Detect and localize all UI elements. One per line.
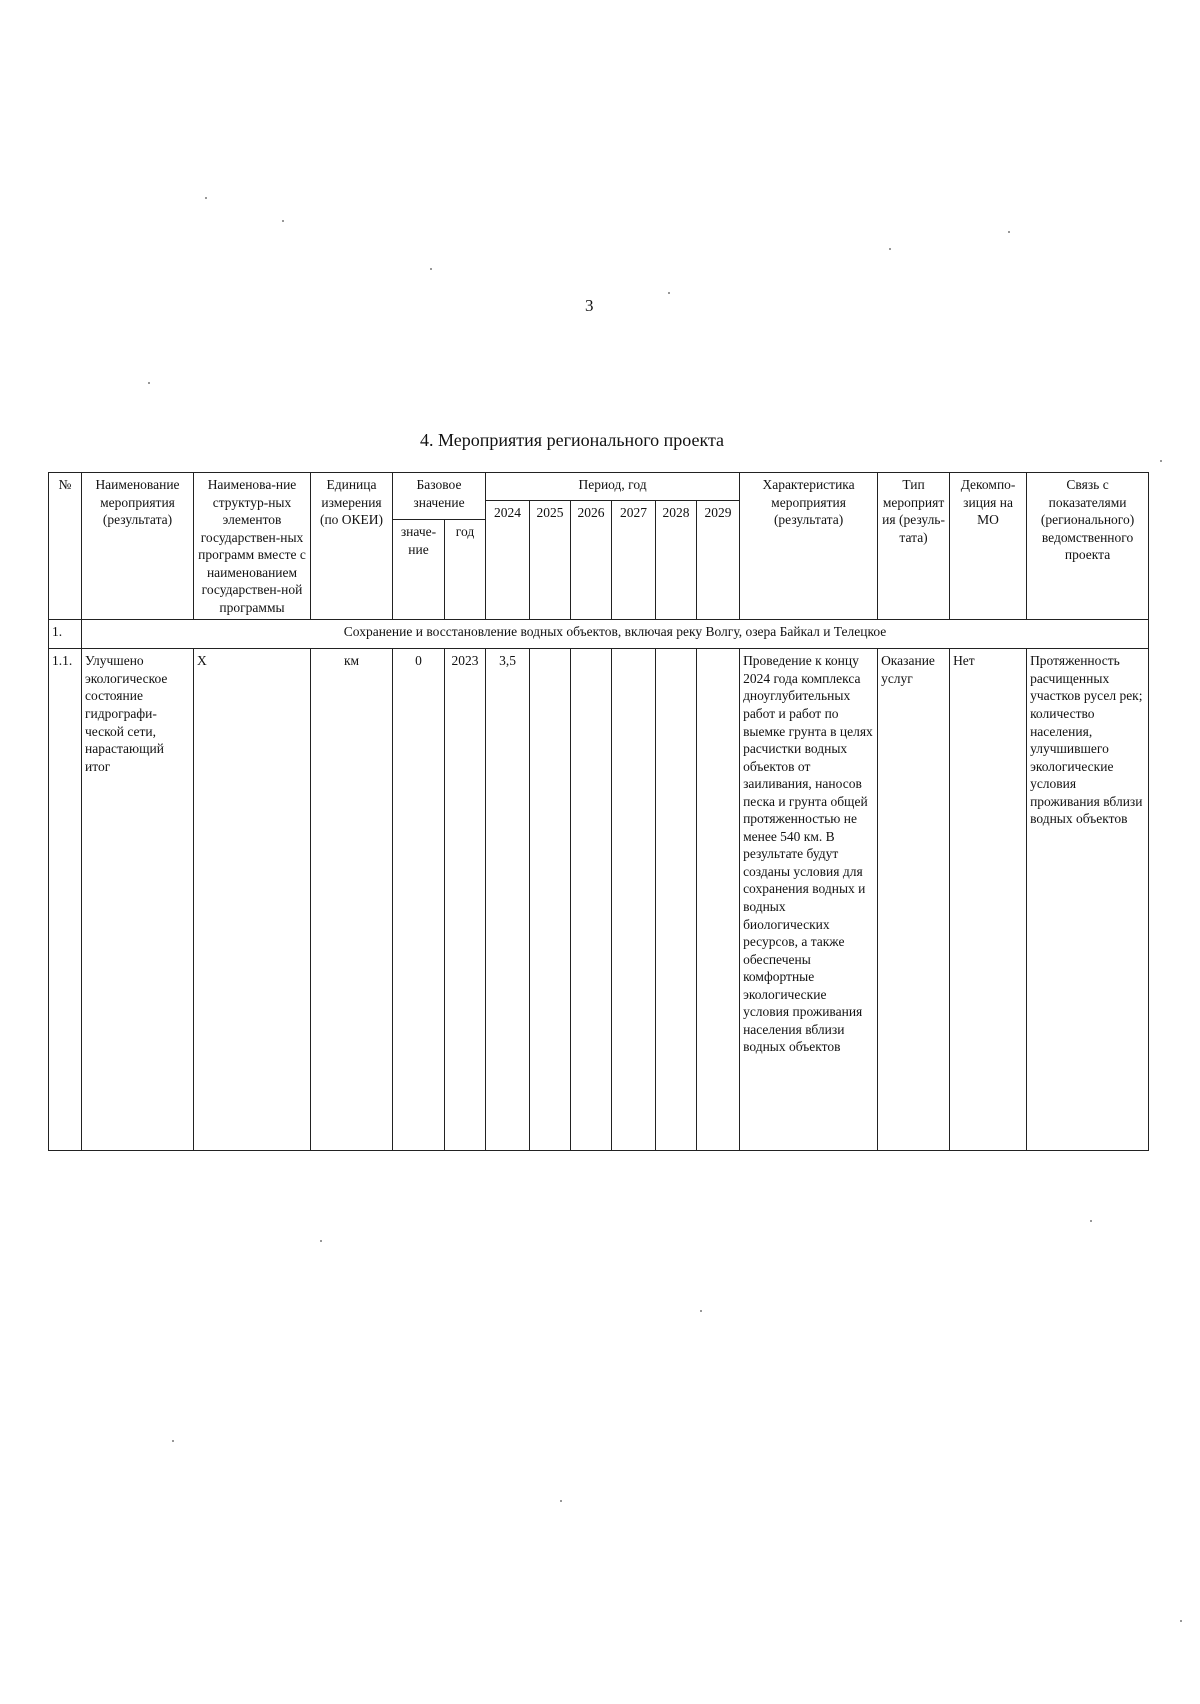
header-year-2025: 2025 [530,501,571,620]
table-row [49,649,1149,1151]
scan-speck [1160,460,1162,462]
item-year-2027 [612,649,656,1151]
scan-speck [1008,231,1010,233]
header-type: Тип мероприятия (резуль-тата) [878,473,950,620]
header-characteristic: Характеристика мероприятия (результата) [740,473,878,620]
item-year-2025 [530,649,571,1151]
scan-speck [1090,1220,1092,1222]
scan-speck [320,1240,322,1242]
item-year-2029 [697,649,740,1151]
header-base: Базовое значение [393,473,486,520]
item-name: Улучшено экологическое состояние гидрографи-ческой сети, нарастающий итог [82,649,194,1151]
item-link: Протяженность расчищенных участков русел рек; количество населения, улучшившего экологические условия проживания вблизи водных объектов [1027,649,1149,1151]
scan-speck [700,1310,702,1312]
header-period: Период, год [486,473,740,501]
item-base-year: 2023 [445,649,486,1151]
item-num: 1.1. [49,649,82,1151]
item-year-2024: 3,5 [486,649,530,1151]
scan-speck [560,1500,562,1502]
header-name: Наименование мероприятия (результата) [82,473,194,620]
item-decomp: Нет [950,649,1027,1151]
header-year-2024: 2024 [486,501,530,620]
header-base-value: значе-ние [393,520,445,620]
header-unit: Единица измерения (по ОКЕИ) [311,473,393,620]
header-year-2028: 2028 [656,501,697,620]
header-year-2026: 2026 [571,501,612,620]
scan-speck [889,248,891,250]
scan-speck [430,268,432,270]
section-num: 1. [49,620,82,649]
header-year-2027: 2027 [612,501,656,620]
scan-speck [668,292,670,294]
scan-speck [148,382,150,384]
header-year-2029: 2029 [697,501,740,620]
scan-speck [205,197,207,199]
header-link: Связь с показателями (регионального) ведомственного проекта [1027,473,1149,620]
header-num: № [49,473,82,620]
scan-speck [282,220,284,222]
item-characteristic: Проведение к концу 2024 года комплекса дноуглубительных работ и работ по выемке грунта в целях расчистки водных объектов от заиливания, наносов песка и грунта общей протяженностью не менее 540 км. В результате будут созданы условия для сохранения водных и водных биологических ресурсов, а также обеспечены комфортные экологические условия проживания населения вблизи водных объектов [740,649,878,1151]
item-year-2026 [571,649,612,1151]
header-struct: Наименова-ние структур-ных элементов государствен-ных программ вместе с наименованием государствен-ной программы [194,473,311,620]
table-row-section [49,620,1149,649]
scan-speck [172,1440,174,1442]
item-unit: км [311,649,393,1151]
header-base-year: год [445,520,486,620]
item-type: Оказание услуг [878,649,950,1151]
item-struct: X [194,649,311,1151]
section-text: Сохранение и восстановление водных объектов, включая реку Волгу, озера Байкал и Телецкое [82,620,1149,649]
section-title: 4. Мероприятия регионального проекта [420,430,725,450]
item-base-value: 0 [393,649,445,1151]
scan-speck [1180,1620,1182,1622]
page-number: 3 [585,296,594,315]
measures-table [48,472,1149,1151]
item-year-2028 [656,649,697,1151]
header-decomp: Декомпо-зиция на МО [950,473,1027,620]
